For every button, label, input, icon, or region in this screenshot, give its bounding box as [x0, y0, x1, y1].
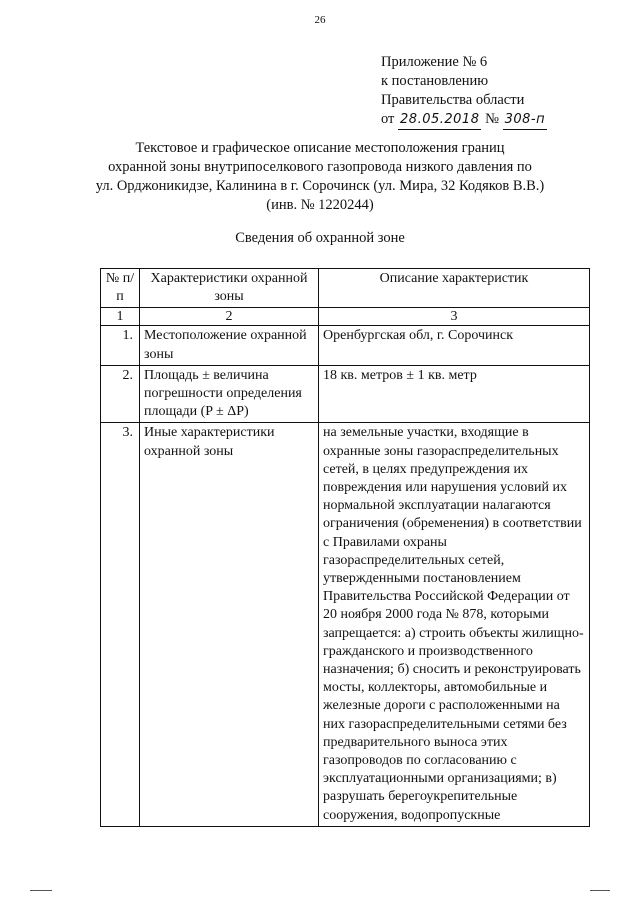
title-line-4: (инв. № 1220244)	[266, 197, 374, 213]
handwritten-date: 28.05.2018	[398, 110, 481, 130]
title-line-2: охранной зоны внутрипоселкового газопровода низкого давления по	[108, 159, 532, 175]
table-row	[101, 423, 590, 826]
title-line-1: Текстовое и графическое описание местоположения границ	[135, 140, 505, 156]
row-number: 1.	[101, 326, 140, 365]
header-characteristic: Характеристики охранной зоны	[140, 269, 319, 308]
date-prefix: от	[381, 111, 395, 127]
row-number: 2.	[101, 365, 140, 423]
scan-mark	[590, 890, 610, 891]
scan-mark	[30, 890, 52, 891]
header-num: № п/п	[101, 269, 140, 308]
row-number: 3.	[101, 423, 140, 826]
column-index: 1	[101, 308, 140, 326]
row-description: Оренбургская обл, г. Сорочинск	[319, 326, 590, 365]
appendix-block	[381, 53, 547, 130]
section-subtitle: Сведения об охранной зоне	[235, 230, 405, 246]
row-characteristic: Иные характеристики охранной зоны	[140, 423, 319, 826]
title-line-3: ул. Орджоникидзе, Калинина в г. Сорочинск (ул. Мира, 32 Кодяков В.В.)	[95, 178, 545, 194]
table-header-row	[101, 269, 590, 308]
table-row	[101, 365, 590, 423]
column-index: 2	[140, 308, 319, 326]
appendix-government-label: Правительства области	[381, 92, 525, 108]
table-index-row	[101, 308, 590, 326]
protection-zone-table	[100, 268, 590, 827]
table-row	[101, 326, 590, 365]
row-description: 18 кв. метров ± 1 кв. метр	[319, 365, 590, 423]
row-characteristic: Площадь ± величина погрешности определения площади (P ± ΔP)	[140, 365, 319, 423]
page-number: 26	[314, 14, 326, 26]
appendix-resolution-label: к постановлению	[381, 73, 489, 89]
row-description: на земельные участки, входящие в охранные зоны газораспределительных сетей, в целях предупреждения их повреждения или нарушения условий их нормальной эксплуатации налагаются ограничения (обременения) в соответствии с Правилами охраны газораспределительных сетей, утвержденными постановлением Правительства Российской Федерации от 20 ноября 2000 года № 878, которыми запрещается: а) строить объекты жилищно-гражданского и производственного назначения; б) сносить и реконструировать мосты, коллекторы, автомобильные и железные дороги с расположенными на них газораспределительными сетями без предварительного выноса этих газопроводов по согласованию с эксплуатационными организациями; в) разрушать берегоукрепительные сооружения, водопропускные	[319, 423, 590, 826]
appendix-title: Приложение № 6	[381, 54, 488, 70]
header-description: Описание характеристик	[319, 269, 590, 308]
appendix-date-number-line	[381, 110, 547, 130]
number-prefix: №	[485, 111, 499, 127]
footer-scan-marks	[30, 890, 610, 894]
document-title	[0, 139, 640, 215]
row-characteristic: Местоположение охранной зоны	[140, 326, 319, 365]
column-index: 3	[319, 308, 590, 326]
handwritten-number: 308-п	[503, 110, 548, 130]
